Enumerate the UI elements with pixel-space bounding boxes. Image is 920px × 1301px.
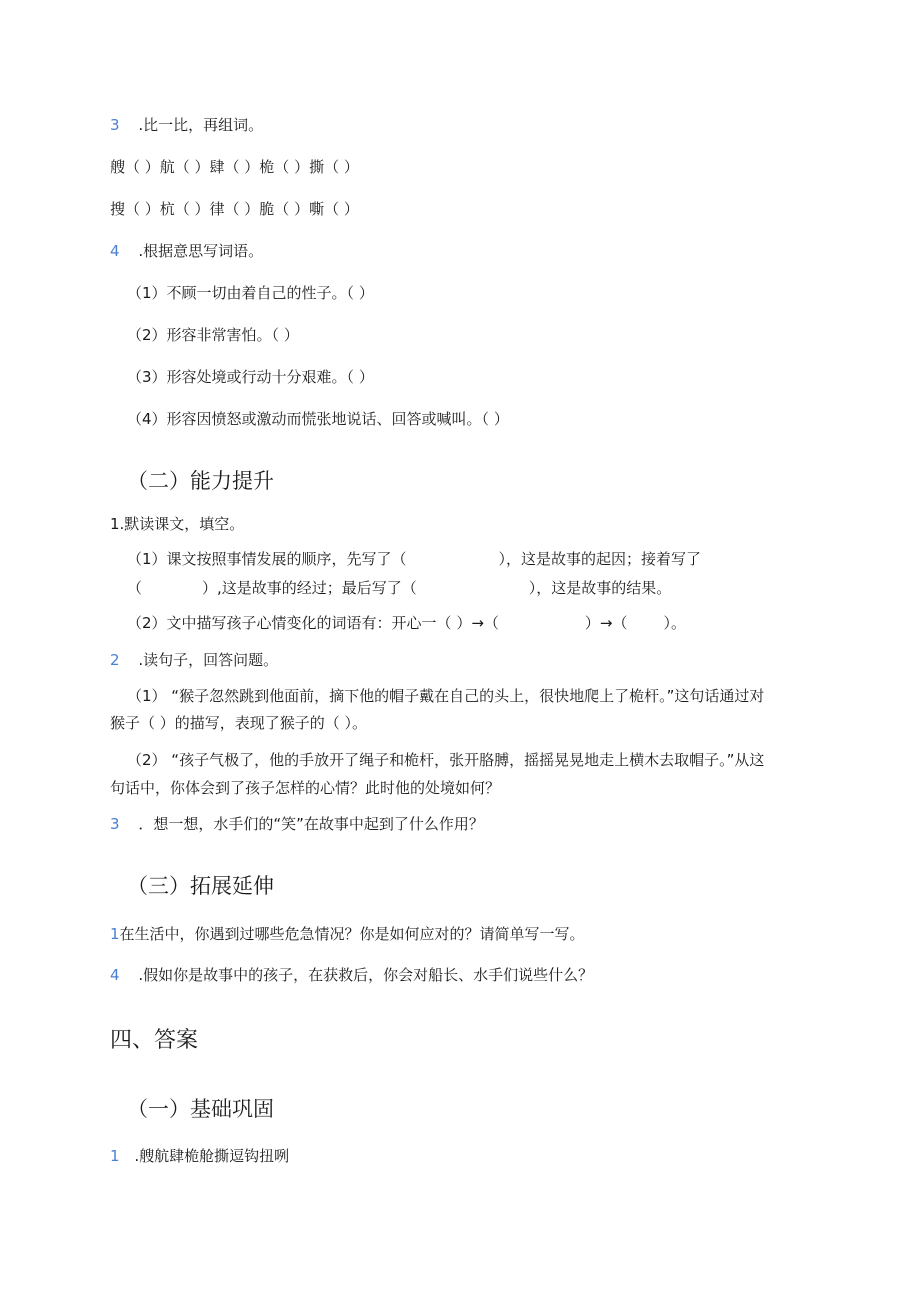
text-segment: （2）文中描写孩子心情变化的词语有：开心一（ ）→（ [127,614,499,632]
q4-item-2: （2）形容非常害怕。（ ） [127,326,299,344]
question-number: 2 [110,651,120,669]
question-text: .读句子，回答问题。 [138,651,279,669]
question-number: 4 [110,242,120,260]
s3-question-4 [110,965,593,985]
section-title-ability: （二）能力提升 [127,469,274,493]
section-title-answers: 四、答案 [110,1028,199,1053]
s2-q2-part2-line1: （2） “孩子气极了，他的手放开了绳子和桅杆，张开胳膊，摇摇晃晃地走上横木去取帽子。”从这 [127,751,765,769]
s2-question-1: 1.默读课文，填空。 [110,515,245,533]
text-segment: ）,这是故事的经过；最后写了（ [202,579,417,597]
question-text: 在生活中，你遇到过哪些危急情况？你是如何应对的？请简单写一写。 [119,925,585,943]
text-segment: ），这是故事的起因；接着写了 [498,550,702,568]
s2-q2-part1-line1: （1） “猴子忽然跳到他面前，摘下他的帽子戴在自己的头上，很快地爬上了桅杆。”这句话通过对 [127,687,765,705]
question-number: 4 [110,966,120,984]
question-text: .假如你是故事中的孩子，在获救后，你会对船长、水手们说些什么？ [138,966,594,984]
s2-q2-part2-line2: 句话中，你体会到了孩子怎样的心情？此时他的处境如何？ [110,779,501,797]
answer-1 [110,1146,289,1166]
text-segment: ）→（ [584,614,628,632]
question-3 [110,115,263,135]
q4-item-3: （3）形容处境或行动十分艰难。（ ） [127,368,374,386]
question-number: 1 [110,1147,120,1165]
text-segment: ），这是故事的结果。 [528,579,672,597]
s2-question-2 [110,650,278,670]
question-number: 3 [110,815,120,833]
s2-question-3 [110,814,484,834]
s2-q1-part1-line2 [127,578,671,598]
text-segment: ）。 [663,614,686,632]
compare-row-1: 艘（ ）航（ ）肆（ ）桅（ ）撕（ ） [110,158,359,176]
question-number: 3 [110,116,120,134]
s2-q2-part1-line2: 猴子（ ）的描写，表现了猴子的（ ）。 [110,714,368,732]
s3-question-1 [110,924,585,944]
compare-row-2: 搜（ ）杭（ ）律（ ）脆（ ）嘶（ ） [110,200,359,218]
question-number: 1 [110,925,120,943]
text-segment: （ [127,579,143,597]
question-4 [110,241,263,261]
answer-text: .艘航肆桅舱撕逗钩扭咧 [134,1147,290,1165]
question-text: .根据意思写词语。 [138,242,264,260]
question-text: ．想一想，水手们的“笑”在故事中起到了什么作用？ [138,815,484,833]
section-title-extension: （三）拓展延伸 [127,874,274,898]
section-title-basics: （一）基础巩固 [127,1097,274,1121]
q4-item-4: （4）形容因愤怒或激动而慌张地说话、回答或喊叫。（ ） [127,410,509,428]
s2-q1-part1-line1 [127,549,701,569]
text-segment: （1）课文按照事情发展的顺序，先写了（ [127,550,407,568]
s2-q1-part2 [127,613,686,633]
q4-item-1: （1）不顾一切由着自己的性子。（ ） [127,284,374,302]
question-text: .比一比，再组词。 [138,116,264,134]
